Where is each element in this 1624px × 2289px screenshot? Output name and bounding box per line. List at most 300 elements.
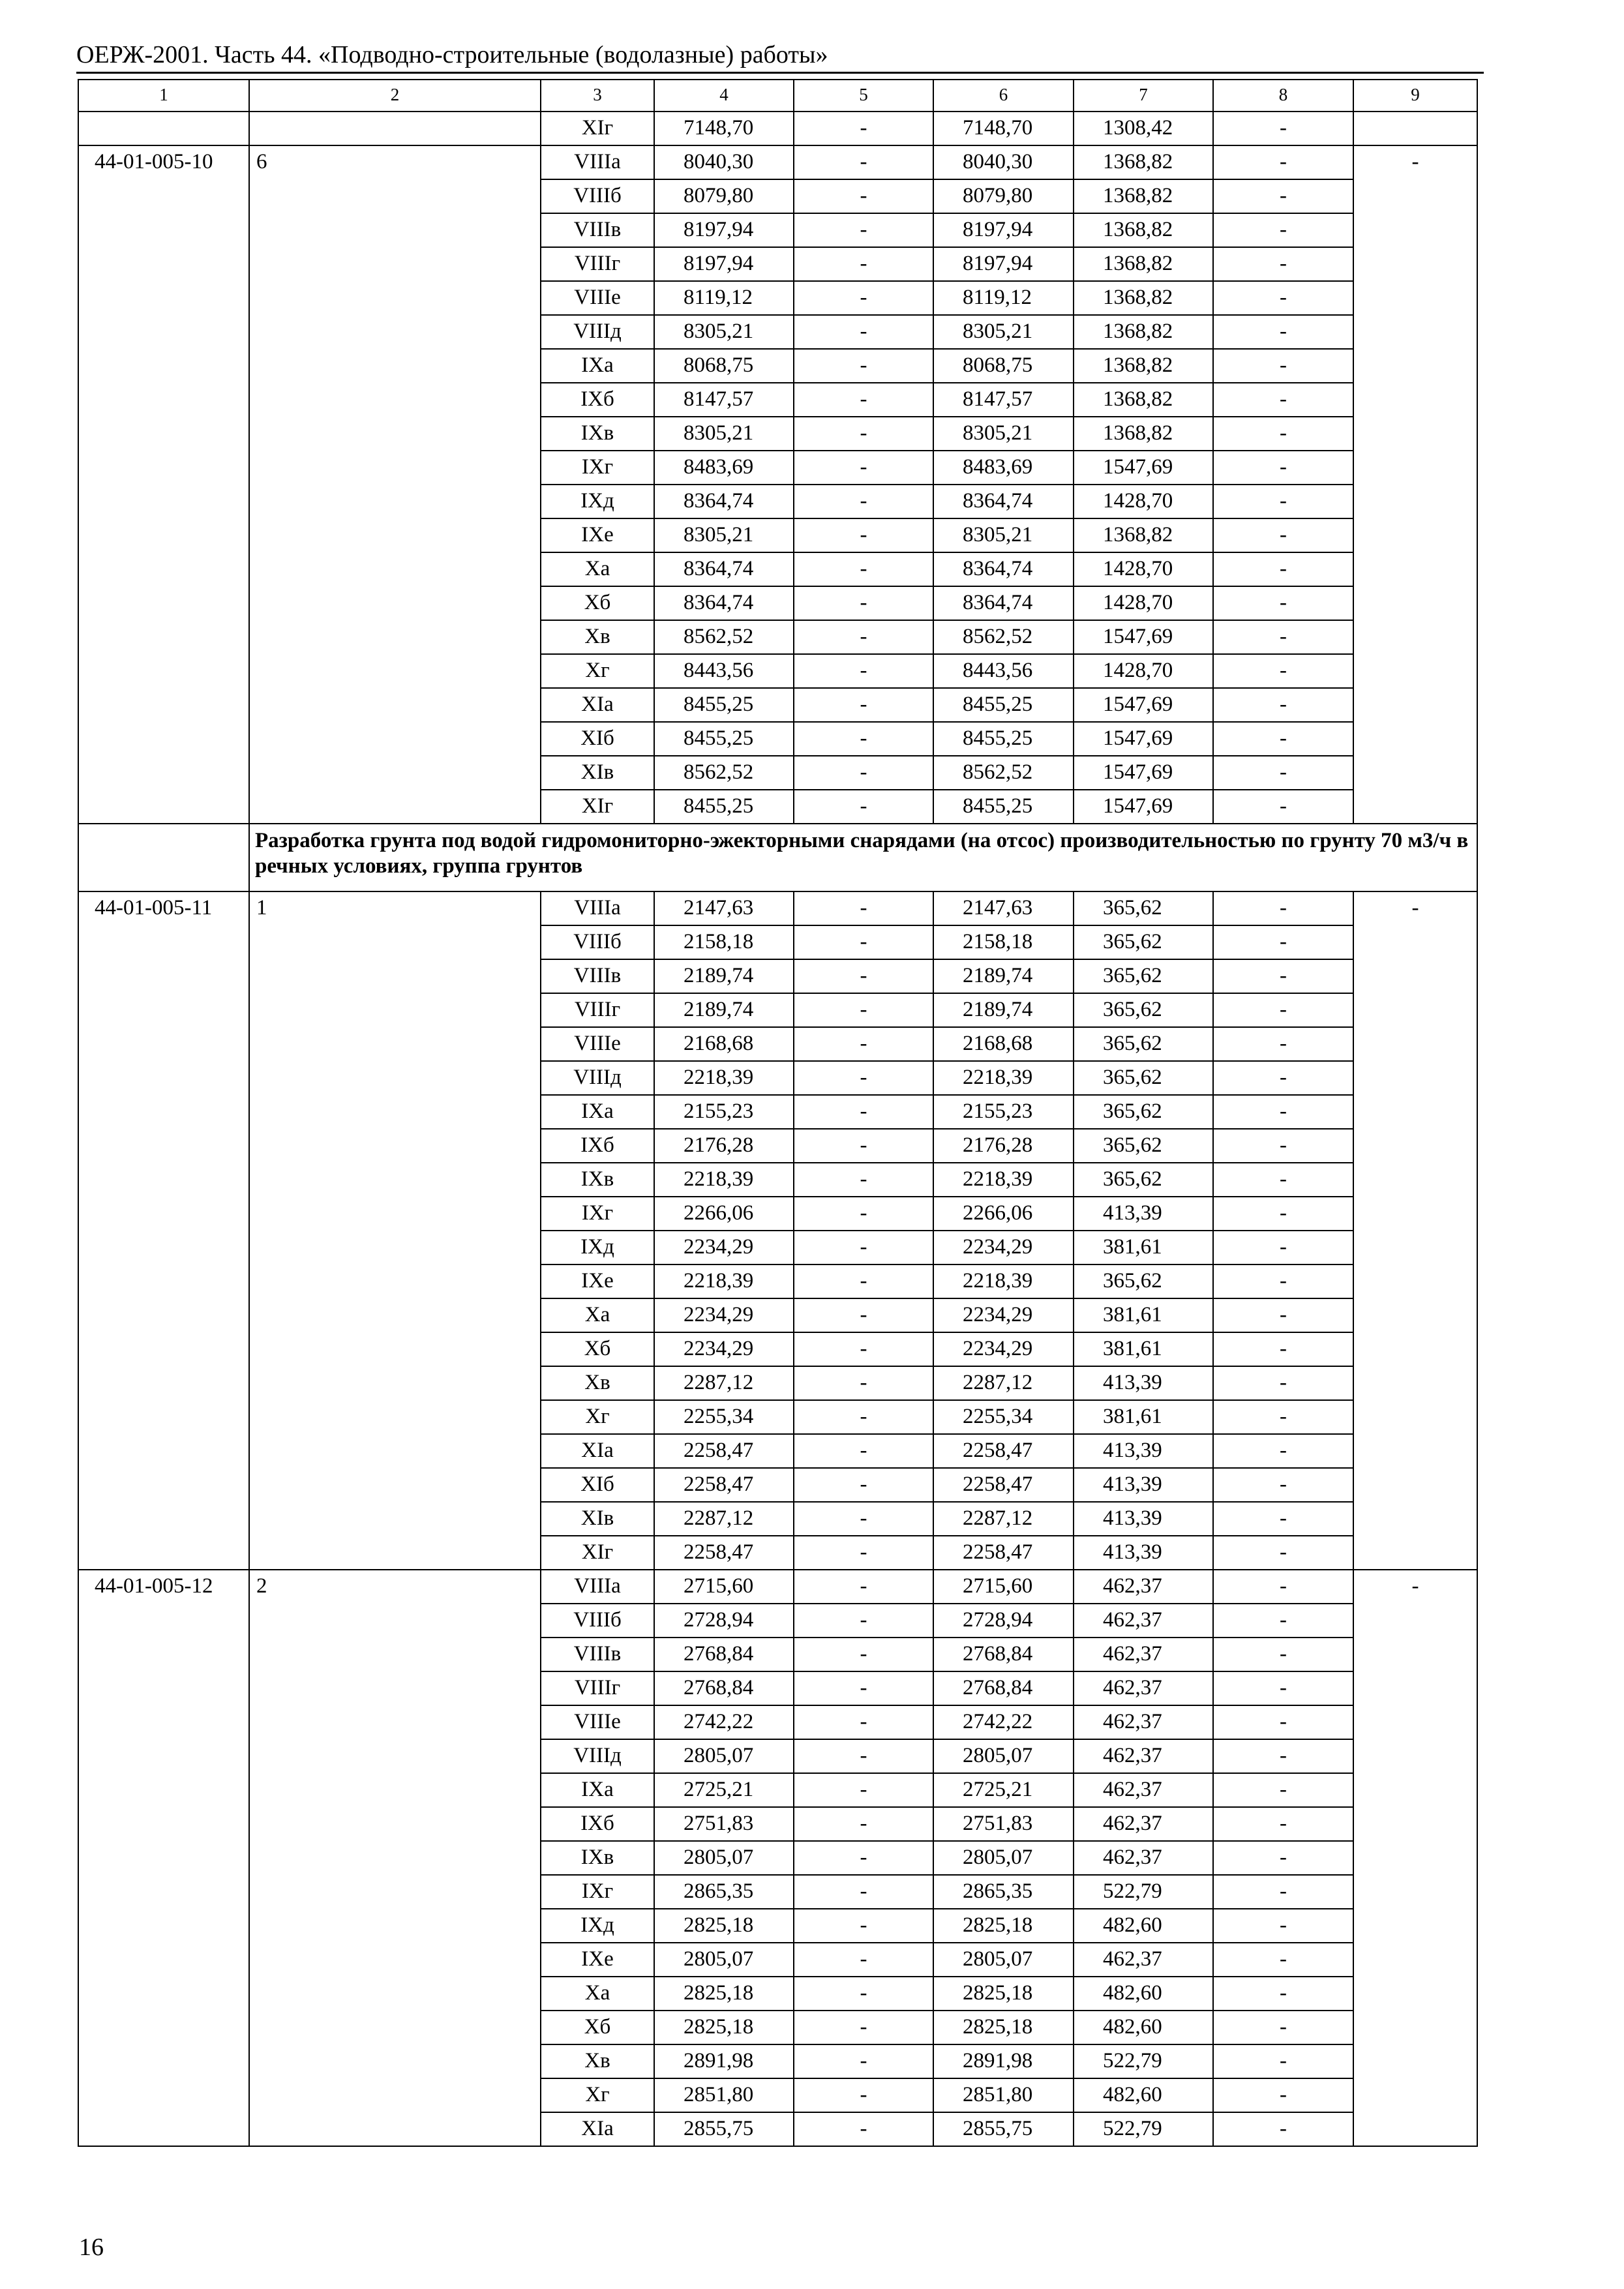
data-cell: 8040,30 [933,145,1074,179]
data-cell: 365,62 [1074,1264,1213,1298]
data-cell: - [1213,1095,1353,1129]
data-cell: VIIIе [541,1705,654,1739]
data-cell: - [1213,349,1353,383]
data-cell: 8364,74 [654,552,794,586]
data-cell: 8305,21 [933,417,1074,451]
data-cell: 365,62 [1074,1027,1213,1061]
data-cell: - [1213,1875,1353,1909]
rate-code: 44-01-005-10 [78,145,249,824]
data-cell: VIIIг [541,247,654,281]
data-cell: - [1213,1502,1353,1536]
data-cell: 2805,07 [933,1739,1074,1773]
data-cell: - [794,1163,933,1197]
data-cell: - [794,959,933,993]
data-cell: VIIIв [541,959,654,993]
data-cell: 8483,69 [933,451,1074,485]
data-cell: 2825,18 [654,2011,794,2044]
data-cell: - [1213,2011,1353,2044]
data-cell: XIа [541,688,654,722]
data-cell: 1368,82 [1074,281,1213,315]
data-cell: - [794,2011,933,2044]
data-cell: 1308,42 [1074,112,1213,145]
data-cell: - [1213,247,1353,281]
data-cell: - [794,2112,933,2146]
rate-parameter: 1 [249,891,541,1570]
data-cell: - [1213,112,1353,145]
data-cell: 2255,34 [933,1400,1074,1434]
data-cell: 413,39 [1074,1502,1213,1536]
data-cell: - [794,756,933,790]
data-cell: - [794,315,933,349]
data-cell: - [794,1400,933,1434]
data-cell: - [1213,1468,1353,1502]
data-cell: 1547,69 [1074,451,1213,485]
data-cell: - [794,383,933,417]
data-cell: 381,61 [1074,1231,1213,1264]
column-number-cell: 3 [541,80,654,112]
data-cell: 2158,18 [933,925,1074,959]
data-cell: - [794,1468,933,1502]
data-cell: - [794,552,933,586]
data-cell: IXа [541,1773,654,1807]
data-cell: 2768,84 [654,1638,794,1671]
data-cell: 2218,39 [654,1163,794,1197]
data-cell: - [794,518,933,552]
data-cell: - [794,1332,933,1366]
code-cell [78,112,249,145]
data-cell: 2258,47 [933,1434,1074,1468]
page-header-title: ОЕРЖ-2001. Часть 44. «Подводно-строительные (водолазные) работы» [76,41,828,68]
data-cell: XIа [541,2112,654,2146]
data-cell: 8305,21 [654,315,794,349]
data-cell: VIIIд [541,1061,654,1095]
data-cell: 462,37 [1074,1705,1213,1739]
data-cell: - [1213,552,1353,586]
data-cell: - [794,1264,933,1298]
data-cell: IXг [541,451,654,485]
data-cell: - [794,1434,933,1468]
data-cell: 2176,28 [933,1129,1074,1163]
data-cell: IXб [541,1807,654,1841]
data-cell: 2234,29 [654,1332,794,1366]
data-cell: - [794,1875,933,1909]
data-cell: - [794,1671,933,1705]
data-cell: VIIIг [541,1671,654,1705]
data-cell: - [1213,383,1353,417]
data-cell: 482,60 [1074,1977,1213,2011]
data-cell: 8119,12 [933,281,1074,315]
data-cell: - [794,1536,933,1570]
column-number-cell: 8 [1213,80,1353,112]
data-cell: 2155,23 [654,1095,794,1129]
data-cell: - [1213,1061,1353,1095]
data-cell: - [1213,688,1353,722]
data-cell: - [1213,1671,1353,1705]
data-cell: Xг [541,654,654,688]
data-cell: 2725,21 [933,1773,1074,1807]
data-cell: 8305,21 [654,518,794,552]
param-cell [249,112,541,145]
data-cell: 2218,39 [654,1061,794,1095]
data-cell: IXе [541,518,654,552]
data-cell: 462,37 [1074,1671,1213,1705]
data-cell: 365,62 [1074,959,1213,993]
data-cell: - [1213,2044,1353,2078]
data-cell: 2855,75 [654,2112,794,2146]
data-cell: IXв [541,1841,654,1875]
data-cell: - [1213,213,1353,247]
data-cell: - [794,1095,933,1129]
data-cell: 462,37 [1074,1807,1213,1841]
data-cell: 2805,07 [654,1841,794,1875]
data-cell: 1428,70 [1074,586,1213,620]
data-cell: IXб [541,1129,654,1163]
column-number-cell: 4 [654,80,794,112]
data-cell: - [794,1977,933,2011]
data-cell: 2728,94 [654,1604,794,1638]
data-cell: - [794,1604,933,1638]
data-cell: XIа [541,1434,654,1468]
data-cell: - [1213,451,1353,485]
data-cell: 8305,21 [654,417,794,451]
data-cell: 1428,70 [1074,485,1213,518]
data-cell: XIб [541,1468,654,1502]
data-cell: 8040,30 [654,145,794,179]
data-cell: 2891,98 [654,2044,794,2078]
data-cell: 8562,52 [933,756,1074,790]
col9-value: - [1353,1570,1477,2146]
data-cell: - [794,993,933,1027]
data-cell: 2189,74 [654,993,794,1027]
col9-cell [1353,112,1477,145]
data-cell: 2189,74 [933,959,1074,993]
data-cell: 2768,84 [654,1671,794,1705]
table-row [78,1570,1477,1604]
data-cell: - [794,1027,933,1061]
data-cell: - [794,1807,933,1841]
data-cell: - [794,1773,933,1807]
data-cell: 2287,12 [933,1366,1074,1400]
data-cell: 2218,39 [654,1264,794,1298]
data-cell: - [794,213,933,247]
data-cell: 1368,82 [1074,179,1213,213]
data-cell: 2234,29 [654,1298,794,1332]
data-cell: IXг [541,1875,654,1909]
data-cell: 1368,82 [1074,349,1213,383]
data-cell: 365,62 [1074,993,1213,1027]
data-cell: 2258,47 [933,1468,1074,1502]
data-cell: - [1213,925,1353,959]
data-cell: 365,62 [1074,1061,1213,1095]
data-cell: 2168,68 [654,1027,794,1061]
column-number-cell: 2 [249,80,541,112]
data-cell: 8483,69 [654,451,794,485]
data-cell: 7148,70 [933,112,1074,145]
data-cell: 2768,84 [933,1638,1074,1671]
data-cell: IXд [541,485,654,518]
data-cell: - [794,485,933,518]
data-cell: - [1213,722,1353,756]
data-cell: VIIIе [541,1027,654,1061]
data-cell: 1547,69 [1074,790,1213,824]
data-cell: 522,79 [1074,1875,1213,1909]
data-cell: 2851,80 [933,2078,1074,2112]
data-cell: VIIIг [541,993,654,1027]
data-cell: 2851,80 [654,2078,794,2112]
data-cell: - [794,925,933,959]
data-cell: 462,37 [1074,1943,1213,1977]
table-row [78,112,1477,145]
data-cell: 381,61 [1074,1332,1213,1366]
data-cell: VIIIе [541,281,654,315]
data-cell: IXб [541,383,654,417]
data-cell: - [794,1570,933,1604]
data-cell: 2266,06 [933,1197,1074,1231]
data-cell: 462,37 [1074,1604,1213,1638]
data-cell: - [1213,1705,1353,1739]
data-cell: - [1213,1298,1353,1332]
data-cell: 365,62 [1074,1129,1213,1163]
data-cell: 2805,07 [654,1739,794,1773]
data-cell: 2287,12 [933,1502,1074,1536]
data-cell: - [1213,179,1353,213]
data-cell: - [794,1231,933,1264]
data-cell: - [1213,1739,1353,1773]
data-cell: - [794,451,933,485]
data-cell: 2176,28 [654,1129,794,1163]
data-cell: VIIIа [541,891,654,925]
data-cell: 462,37 [1074,1570,1213,1604]
data-cell: XIб [541,722,654,756]
data-cell: 2258,47 [654,1468,794,1502]
data-cell: - [794,145,933,179]
data-cell: 482,60 [1074,2078,1213,2112]
data-cell: 2825,18 [933,2011,1074,2044]
data-cell: - [794,2044,933,2078]
data-cell: - [794,349,933,383]
data-cell: 462,37 [1074,1773,1213,1807]
data-cell: 8079,80 [654,179,794,213]
data-cell: 482,60 [1074,2011,1213,2044]
data-cell: - [794,2078,933,2112]
data-cell: 2805,07 [933,1841,1074,1875]
column-number-row [78,80,1477,112]
data-cell: 1547,69 [1074,722,1213,756]
data-cell: 2725,21 [654,1773,794,1807]
data-cell: - [794,112,933,145]
data-cell: 2168,68 [933,1027,1074,1061]
data-cell: 413,39 [1074,1536,1213,1570]
data-cell: IXа [541,1095,654,1129]
data-cell: 8364,74 [654,586,794,620]
data-cell: IXа [541,349,654,383]
data-cell: Xб [541,2011,654,2044]
data-cell: 482,60 [1074,1909,1213,1943]
data-cell: 2865,35 [933,1875,1074,1909]
data-cell: 2825,18 [654,1909,794,1943]
data-cell: 1368,82 [1074,383,1213,417]
data-cell: - [794,790,933,824]
data-cell: 1368,82 [1074,315,1213,349]
data-cell: IXд [541,1909,654,1943]
data-cell: - [1213,1570,1353,1604]
data-cell: 365,62 [1074,1095,1213,1129]
data-cell: - [1213,2078,1353,2112]
data-cell: 1547,69 [1074,756,1213,790]
data-cell: 2218,39 [933,1264,1074,1298]
data-cell: 2742,22 [654,1705,794,1739]
data-cell: 7148,70 [654,112,794,145]
data-cell: 8455,25 [654,790,794,824]
data-cell: 8455,25 [933,722,1074,756]
page-number: 16 [79,2234,104,2261]
data-cell: 8455,25 [933,790,1074,824]
column-number-cell: 1 [78,80,249,112]
column-number-cell: 5 [794,80,933,112]
data-cell: 522,79 [1074,2044,1213,2078]
data-cell: 8197,94 [933,213,1074,247]
data-cell: - [794,1298,933,1332]
data-cell: - [1213,1434,1353,1468]
table-row [78,145,1477,179]
data-cell: 413,39 [1074,1366,1213,1400]
data-cell: - [794,1739,933,1773]
data-cell: 2825,18 [933,1977,1074,2011]
data-cell: 8443,56 [654,654,794,688]
data-cell: 2715,60 [654,1570,794,1604]
data-cell: - [1213,654,1353,688]
data-cell: 2218,39 [933,1061,1074,1095]
data-cell: 8068,75 [933,349,1074,383]
data-cell: 2147,63 [933,891,1074,925]
data-cell: 2805,07 [933,1943,1074,1977]
data-cell: VIIIб [541,925,654,959]
data-cell: 8364,74 [933,586,1074,620]
data-cell: - [794,891,933,925]
data-cell: 2742,22 [933,1705,1074,1739]
data-cell: - [1213,281,1353,315]
data-cell: 8197,94 [654,213,794,247]
data-cell: - [1213,315,1353,349]
data-cell: - [1213,756,1353,790]
rate-parameter: 2 [249,1570,541,2146]
data-cell: 2751,83 [654,1807,794,1841]
data-cell: 381,61 [1074,1298,1213,1332]
data-cell: 1428,70 [1074,552,1213,586]
data-cell: - [794,1197,933,1231]
data-cell: VIIIв [541,213,654,247]
data-cell: - [794,247,933,281]
data-cell: Xа [541,1298,654,1332]
data-cell: 1368,82 [1074,213,1213,247]
rate-parameter: 6 [249,145,541,824]
data-cell: 2258,47 [654,1434,794,1468]
data-cell: - [1213,1366,1353,1400]
data-cell: 2234,29 [933,1298,1074,1332]
data-cell: Xа [541,1977,654,2011]
data-cell: 2234,29 [654,1231,794,1264]
data-cell: IXв [541,1163,654,1197]
data-cell: - [794,417,933,451]
data-cell: 8364,74 [933,552,1074,586]
data-cell: 2287,12 [654,1366,794,1400]
data-cell: - [1213,1773,1353,1807]
data-cell: - [1213,1129,1353,1163]
col9-value: - [1353,891,1477,1570]
data-cell: - [1213,2112,1353,2146]
data-cell: 2234,29 [933,1332,1074,1366]
data-cell: - [1213,1536,1353,1570]
data-cell: 2258,47 [933,1536,1074,1570]
data-cell: - [794,1129,933,1163]
data-cell: 2728,94 [933,1604,1074,1638]
data-cell: 1428,70 [1074,654,1213,688]
data-cell: 2155,23 [933,1095,1074,1129]
data-cell: 2147,63 [654,891,794,925]
data-cell: - [1213,485,1353,518]
data-cell: - [794,1638,933,1671]
data-cell: - [1213,1909,1353,1943]
data-cell: Xг [541,2078,654,2112]
data-cell: 8197,94 [933,247,1074,281]
data-cell: 2218,39 [933,1163,1074,1197]
data-cell: - [1213,1807,1353,1841]
data-cell: - [1213,1400,1353,1434]
data-cell: 1368,82 [1074,145,1213,179]
section-code-cell [78,824,249,891]
data-cell: - [794,1061,933,1095]
data-cell: 2189,74 [933,993,1074,1027]
data-cell: 2266,06 [654,1197,794,1231]
data-cell: 1547,69 [1074,620,1213,654]
data-cell: 2805,07 [654,1943,794,1977]
data-cell: 8197,94 [654,247,794,281]
data-cell: VIIIб [541,179,654,213]
data-cell: 2255,34 [654,1400,794,1434]
data-cell: 8455,25 [654,688,794,722]
data-cell: Xб [541,1332,654,1366]
data-cell: 1547,69 [1074,688,1213,722]
data-cell: 8079,80 [933,179,1074,213]
data-cell: - [1213,1638,1353,1671]
data-cell: IXг [541,1197,654,1231]
data-cell: 365,62 [1074,1163,1213,1197]
data-cell: 462,37 [1074,1638,1213,1671]
data-cell: 8147,57 [654,383,794,417]
data-cell: 2825,18 [933,1909,1074,1943]
data-cell: 2287,12 [654,1502,794,1536]
data-cell: IXд [541,1231,654,1264]
data-cell: 1368,82 [1074,417,1213,451]
column-number-cell: 7 [1074,80,1213,112]
data-cell: 8364,74 [933,485,1074,518]
data-cell: 8364,74 [654,485,794,518]
data-cell: 8562,52 [933,620,1074,654]
section-title-row [78,824,1477,891]
data-cell: - [1213,1943,1353,1977]
data-cell: 2158,18 [654,925,794,959]
data-cell: - [1213,993,1353,1027]
data-cell: 365,62 [1074,891,1213,925]
data-cell: VIIIд [541,1739,654,1773]
data-cell: 365,62 [1074,925,1213,959]
data-cell: 8147,57 [933,383,1074,417]
table-row [78,891,1477,925]
data-cell: - [794,1909,933,1943]
data-cell: IXе [541,1943,654,1977]
data-cell: XIг [541,112,654,145]
data-cell: Xб [541,586,654,620]
